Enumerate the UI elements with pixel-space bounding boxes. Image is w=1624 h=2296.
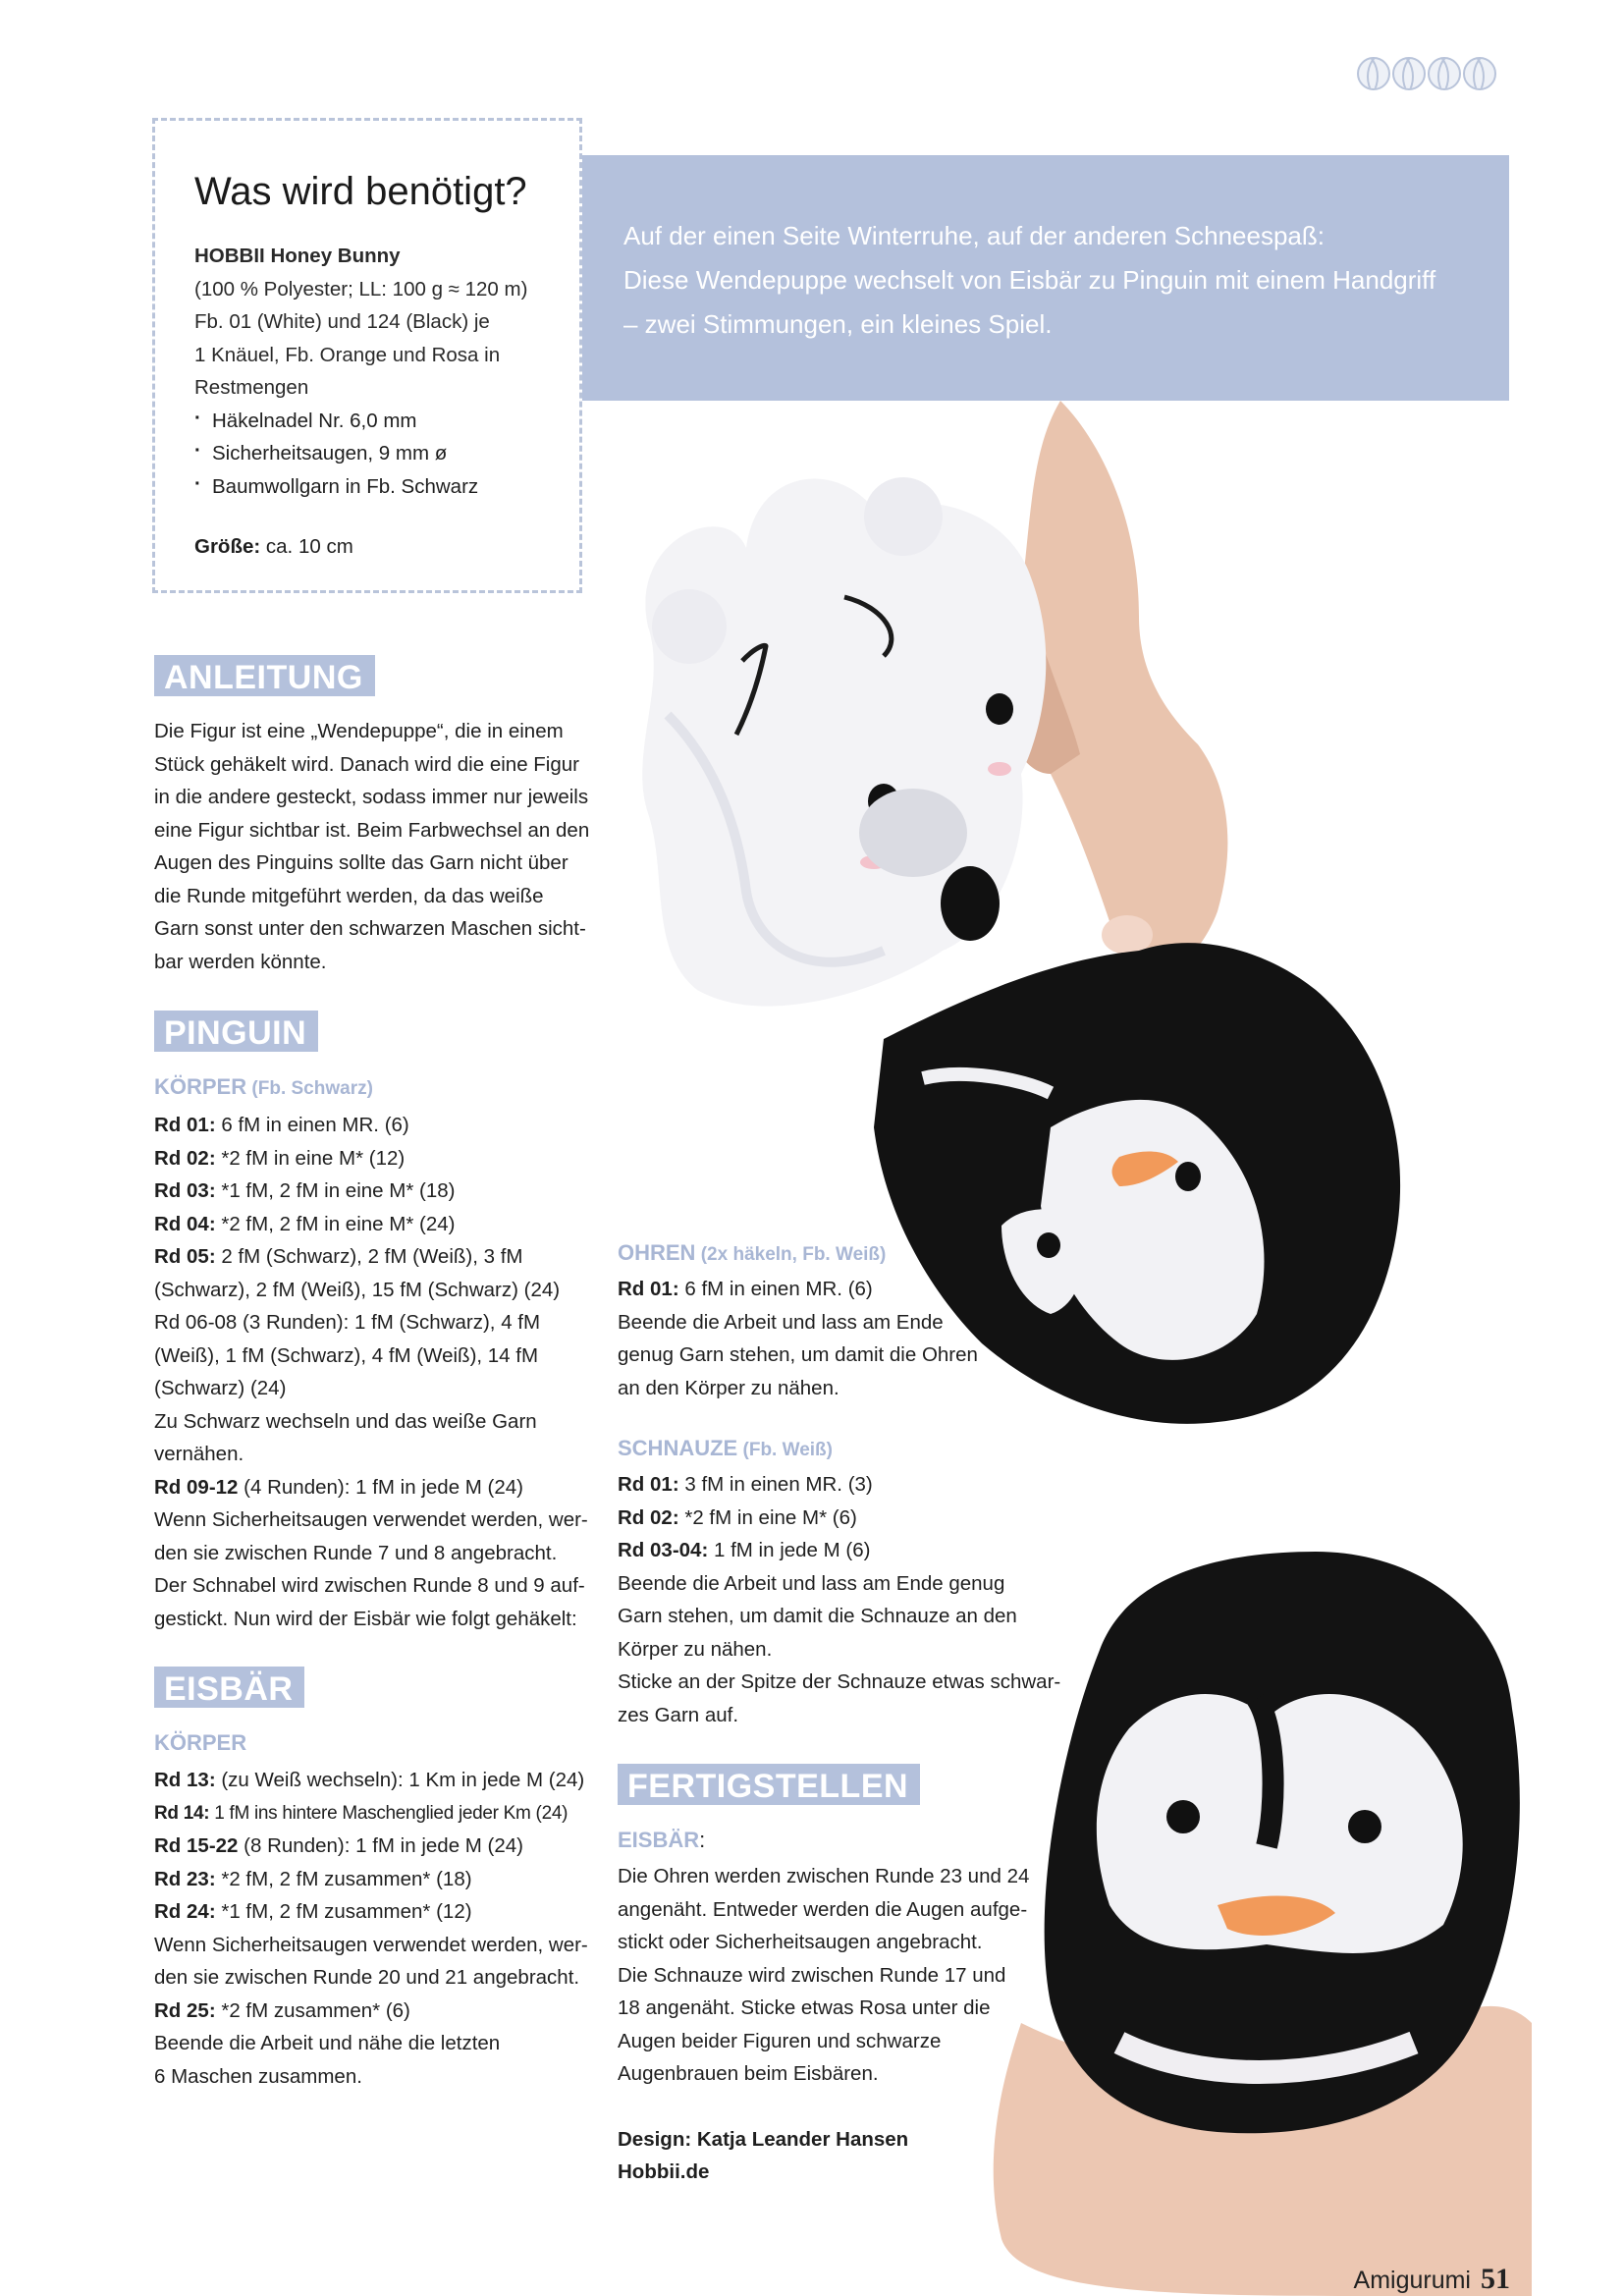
yarn-line: (100 % Polyester; LL: 100 g ≈ 120 m) bbox=[194, 277, 528, 301]
text-line: Stück gehäkelt wird. Danach wird die eine Figur bbox=[154, 752, 579, 776]
materials-title: Was wird benötigt? bbox=[194, 170, 527, 213]
row-line: Rd 25: *2 fM zusammen* (6) bbox=[154, 1998, 410, 2022]
row-line: Rd 01: 3 fM in einen MR. (3) bbox=[618, 1473, 873, 1496]
row-line: an den Körper zu nähen. bbox=[618, 1376, 839, 1399]
text-line: die Runde mitgeführt werden, da das weiße bbox=[154, 884, 544, 907]
subheading-label: OHREN bbox=[618, 1240, 696, 1265]
section-heading-pinguin: PINGUIN bbox=[154, 1011, 318, 1052]
subheading-note: (Fb. Weiß) bbox=[737, 1440, 833, 1460]
subheading-colon: : bbox=[699, 1828, 706, 1852]
size-info bbox=[194, 535, 540, 559]
section-heading-fertigstellen: FERTIGSTELLEN bbox=[618, 1764, 920, 1805]
text-line: in die andere gesteckt, sodass immer nur jeweils bbox=[154, 786, 589, 808]
yarn-name: HOBBII Honey Bunny bbox=[194, 245, 401, 267]
yarn-ball-icon bbox=[1357, 57, 1390, 90]
row-line: Rd 02: *2 fM in eine M* (12) bbox=[154, 1146, 406, 1170]
eisbaer-rows bbox=[154, 1764, 596, 2093]
anleitung-text bbox=[154, 715, 590, 978]
row-line: Rd 05: 2 fM (Schwarz), 2 fM (Weiß), 3 fM bbox=[154, 1245, 523, 1268]
materials-item: · Baumwollgarn in Fb. Schwarz bbox=[194, 470, 540, 504]
subheading-note: (Fb. Schwarz) bbox=[246, 1078, 373, 1099]
row-line: zes Garn auf. bbox=[618, 1703, 739, 1726]
row-line: Wenn Sicherheitsaugen verwendet werden, wer- bbox=[154, 1933, 588, 1956]
subheading-eisbaer bbox=[618, 1828, 705, 1853]
row-line: den sie zwischen Runde 20 und 21 angebracht. bbox=[154, 1966, 580, 1989]
row-line: Rd 03: *1 fM, 2 fM in eine M* (18) bbox=[154, 1179, 456, 1202]
yarn-line: Fb. 01 (White) und 124 (Black) je bbox=[194, 310, 490, 333]
text-line: bar werden könnte. bbox=[154, 950, 327, 973]
subheading-label: SCHNAUZE bbox=[618, 1436, 738, 1460]
row-line: Beende die Arbeit und lass am Ende genug bbox=[618, 1571, 1005, 1595]
text-line: Die Figur ist eine „Wendepuppe“, die in einem bbox=[154, 720, 564, 742]
row-line: Rd 09-12 (4 Runden): 1 fM in jede M (24) bbox=[154, 1475, 524, 1499]
design-credit: Design: Katja Leander Hansen bbox=[618, 2127, 909, 2151]
size-value: ca. 10 cm bbox=[260, 535, 353, 558]
subheading-schnauze bbox=[618, 1436, 833, 1461]
size-label: Größe: bbox=[194, 535, 261, 558]
yarn-ball-icon bbox=[1428, 57, 1461, 90]
magazine-title: Amigurumi bbox=[1353, 2267, 1471, 2294]
row-line: Körper zu nähen. bbox=[618, 1637, 773, 1661]
intro-line: Auf der einen Seite Winterruhe, auf der anderen Schneespaß: bbox=[623, 221, 1325, 250]
subheading-label: KÖRPER bbox=[154, 1074, 247, 1099]
text-line: 18 angenäht. Sticke etwas Rosa unter die bbox=[618, 1996, 991, 2019]
row-line: den sie zwischen Runde 7 und 8 angebracht. bbox=[154, 1541, 558, 1564]
text-line: stickt oder Sicherheitsaugen angebracht. bbox=[618, 1931, 983, 1953]
text-line: Garn sonst unter den schwarzen Maschen sicht- bbox=[154, 917, 586, 940]
subheading-label: EISBÄR bbox=[618, 1828, 700, 1852]
schnauze-rows bbox=[618, 1468, 1069, 1731]
materials-list bbox=[194, 405, 540, 504]
text-line: Die Schnauze wird zwischen Runde 17 und bbox=[618, 1963, 1006, 1987]
section-heading-anleitung: ANLEITUNG bbox=[154, 655, 375, 696]
row-line: Der Schnabel wird zwischen Runde 8 und 9 auf- bbox=[154, 1574, 585, 1597]
row-line: genug Garn stehen, um damit die Ohren bbox=[618, 1343, 978, 1366]
row-line: Rd 01: 6 fM in einen MR. (6) bbox=[154, 1114, 409, 1136]
row-line: Rd 24: *1 fM, 2 fM zusammen* (12) bbox=[154, 1900, 472, 1923]
intro-line: Diese Wendepuppe wechselt von Eisbär zu Pinguin mit einem Handgriff bbox=[623, 265, 1436, 295]
row-line: Rd 14: 1 fM ins hintere Maschenglied jeder Km (24) bbox=[154, 1802, 568, 1824]
text-line: Die Ohren werden zwischen Runde 23 und 24 bbox=[618, 1865, 1030, 1887]
intro-line: – zwei Stimmungen, ein kleines Spiel. bbox=[623, 309, 1053, 339]
text-line: Augen beider Figuren und schwarze bbox=[618, 2029, 942, 2052]
pinguin-rows bbox=[154, 1109, 596, 1635]
page-footer bbox=[1354, 2263, 1510, 2296]
yarn-ball-icons bbox=[1357, 57, 1496, 90]
row-line: (Schwarz) (24) bbox=[154, 1377, 287, 1399]
row-line: Sticke an der Spitze der Schnauze etwas schwar- bbox=[618, 1670, 1061, 1693]
row-line: Rd 06-08 (3 Runden): 1 fM (Schwarz), 4 fM bbox=[154, 1311, 541, 1334]
row-line: (Schwarz), 2 fM (Weiß), 15 fM (Schwarz) (24) bbox=[154, 1278, 561, 1301]
text-line: Augenbrauen beim Eisbären. bbox=[618, 2062, 879, 2085]
row-line: Beende die Arbeit und lass am Ende bbox=[618, 1310, 944, 1334]
intro-band bbox=[582, 155, 1509, 401]
row-line: 6 Maschen zusammen. bbox=[154, 2064, 362, 2088]
yarn-line: Restmengen bbox=[194, 376, 309, 399]
row-line: Wenn Sicherheitsaugen verwendet werden, wer- bbox=[154, 1508, 588, 1531]
row-line: Rd 01: 6 fM in einen MR. (6) bbox=[618, 1278, 873, 1300]
page-number: 51 bbox=[1481, 2263, 1510, 2295]
yarn-ball-icon bbox=[1392, 57, 1426, 90]
text-line: Augen des Pinguins sollte das Garn nicht über bbox=[154, 851, 568, 874]
row-line: Garn stehen, um damit die Schnauze an den bbox=[618, 1605, 1017, 1627]
ohren-rows bbox=[618, 1273, 1030, 1404]
row-line: Zu Schwarz wechseln und das weiße Garn bbox=[154, 1409, 537, 1433]
row-line: gestickt. Nun wird der Eisbär wie folgt gehäkelt: bbox=[154, 1607, 577, 1630]
materials-item: · Sicherheitsaugen, 9 mm ø bbox=[194, 437, 540, 470]
row-line: Rd 23: *2 fM, 2 fM zusammen* (18) bbox=[154, 1867, 472, 1890]
row-line: (Weiß), 1 fM (Schwarz), 4 fM (Weiß), 14 fM bbox=[154, 1343, 539, 1367]
subheading-ohren bbox=[618, 1240, 886, 1266]
text-line: eine Figur sichtbar ist. Beim Farbwechsel an den bbox=[154, 818, 590, 842]
row-line: Rd 13: (zu Weiß wechseln): 1 Km in jede M (24) bbox=[154, 1769, 585, 1791]
row-line: Rd 02: *2 fM in eine M* (6) bbox=[618, 1505, 857, 1529]
yarn-ball-icon bbox=[1463, 57, 1496, 90]
row-line: Rd 03-04: 1 fM in jede M (6) bbox=[618, 1539, 871, 1561]
materials-box bbox=[152, 118, 582, 593]
source-credit: Hobbii.de bbox=[618, 2160, 710, 2183]
subheading-koerper bbox=[154, 1074, 373, 1100]
materials-item: · Häkelnadel Nr. 6,0 mm bbox=[194, 405, 540, 438]
row-line: Rd 15-22 (8 Runden): 1 fM in jede M (24) bbox=[154, 1834, 524, 1857]
fertigstellen-text bbox=[618, 1860, 1050, 2189]
subheading-note: (2x häkeln, Fb. Weiß) bbox=[695, 1244, 887, 1265]
text-line: angenäht. Entweder werden die Augen aufge- bbox=[618, 1897, 1028, 1921]
row-line: Rd 04: *2 fM, 2 fM in eine M* (24) bbox=[154, 1212, 456, 1235]
row-line: Beende die Arbeit und nähe die letzten bbox=[154, 2032, 501, 2054]
subheading-koerper: KÖRPER bbox=[154, 1730, 247, 1755]
section-heading-eisbaer: EISBÄR bbox=[154, 1667, 304, 1708]
yarn-line: 1 Knäuel, Fb. Orange und Rosa in bbox=[194, 343, 501, 366]
row-line: vernähen. bbox=[154, 1443, 244, 1465]
